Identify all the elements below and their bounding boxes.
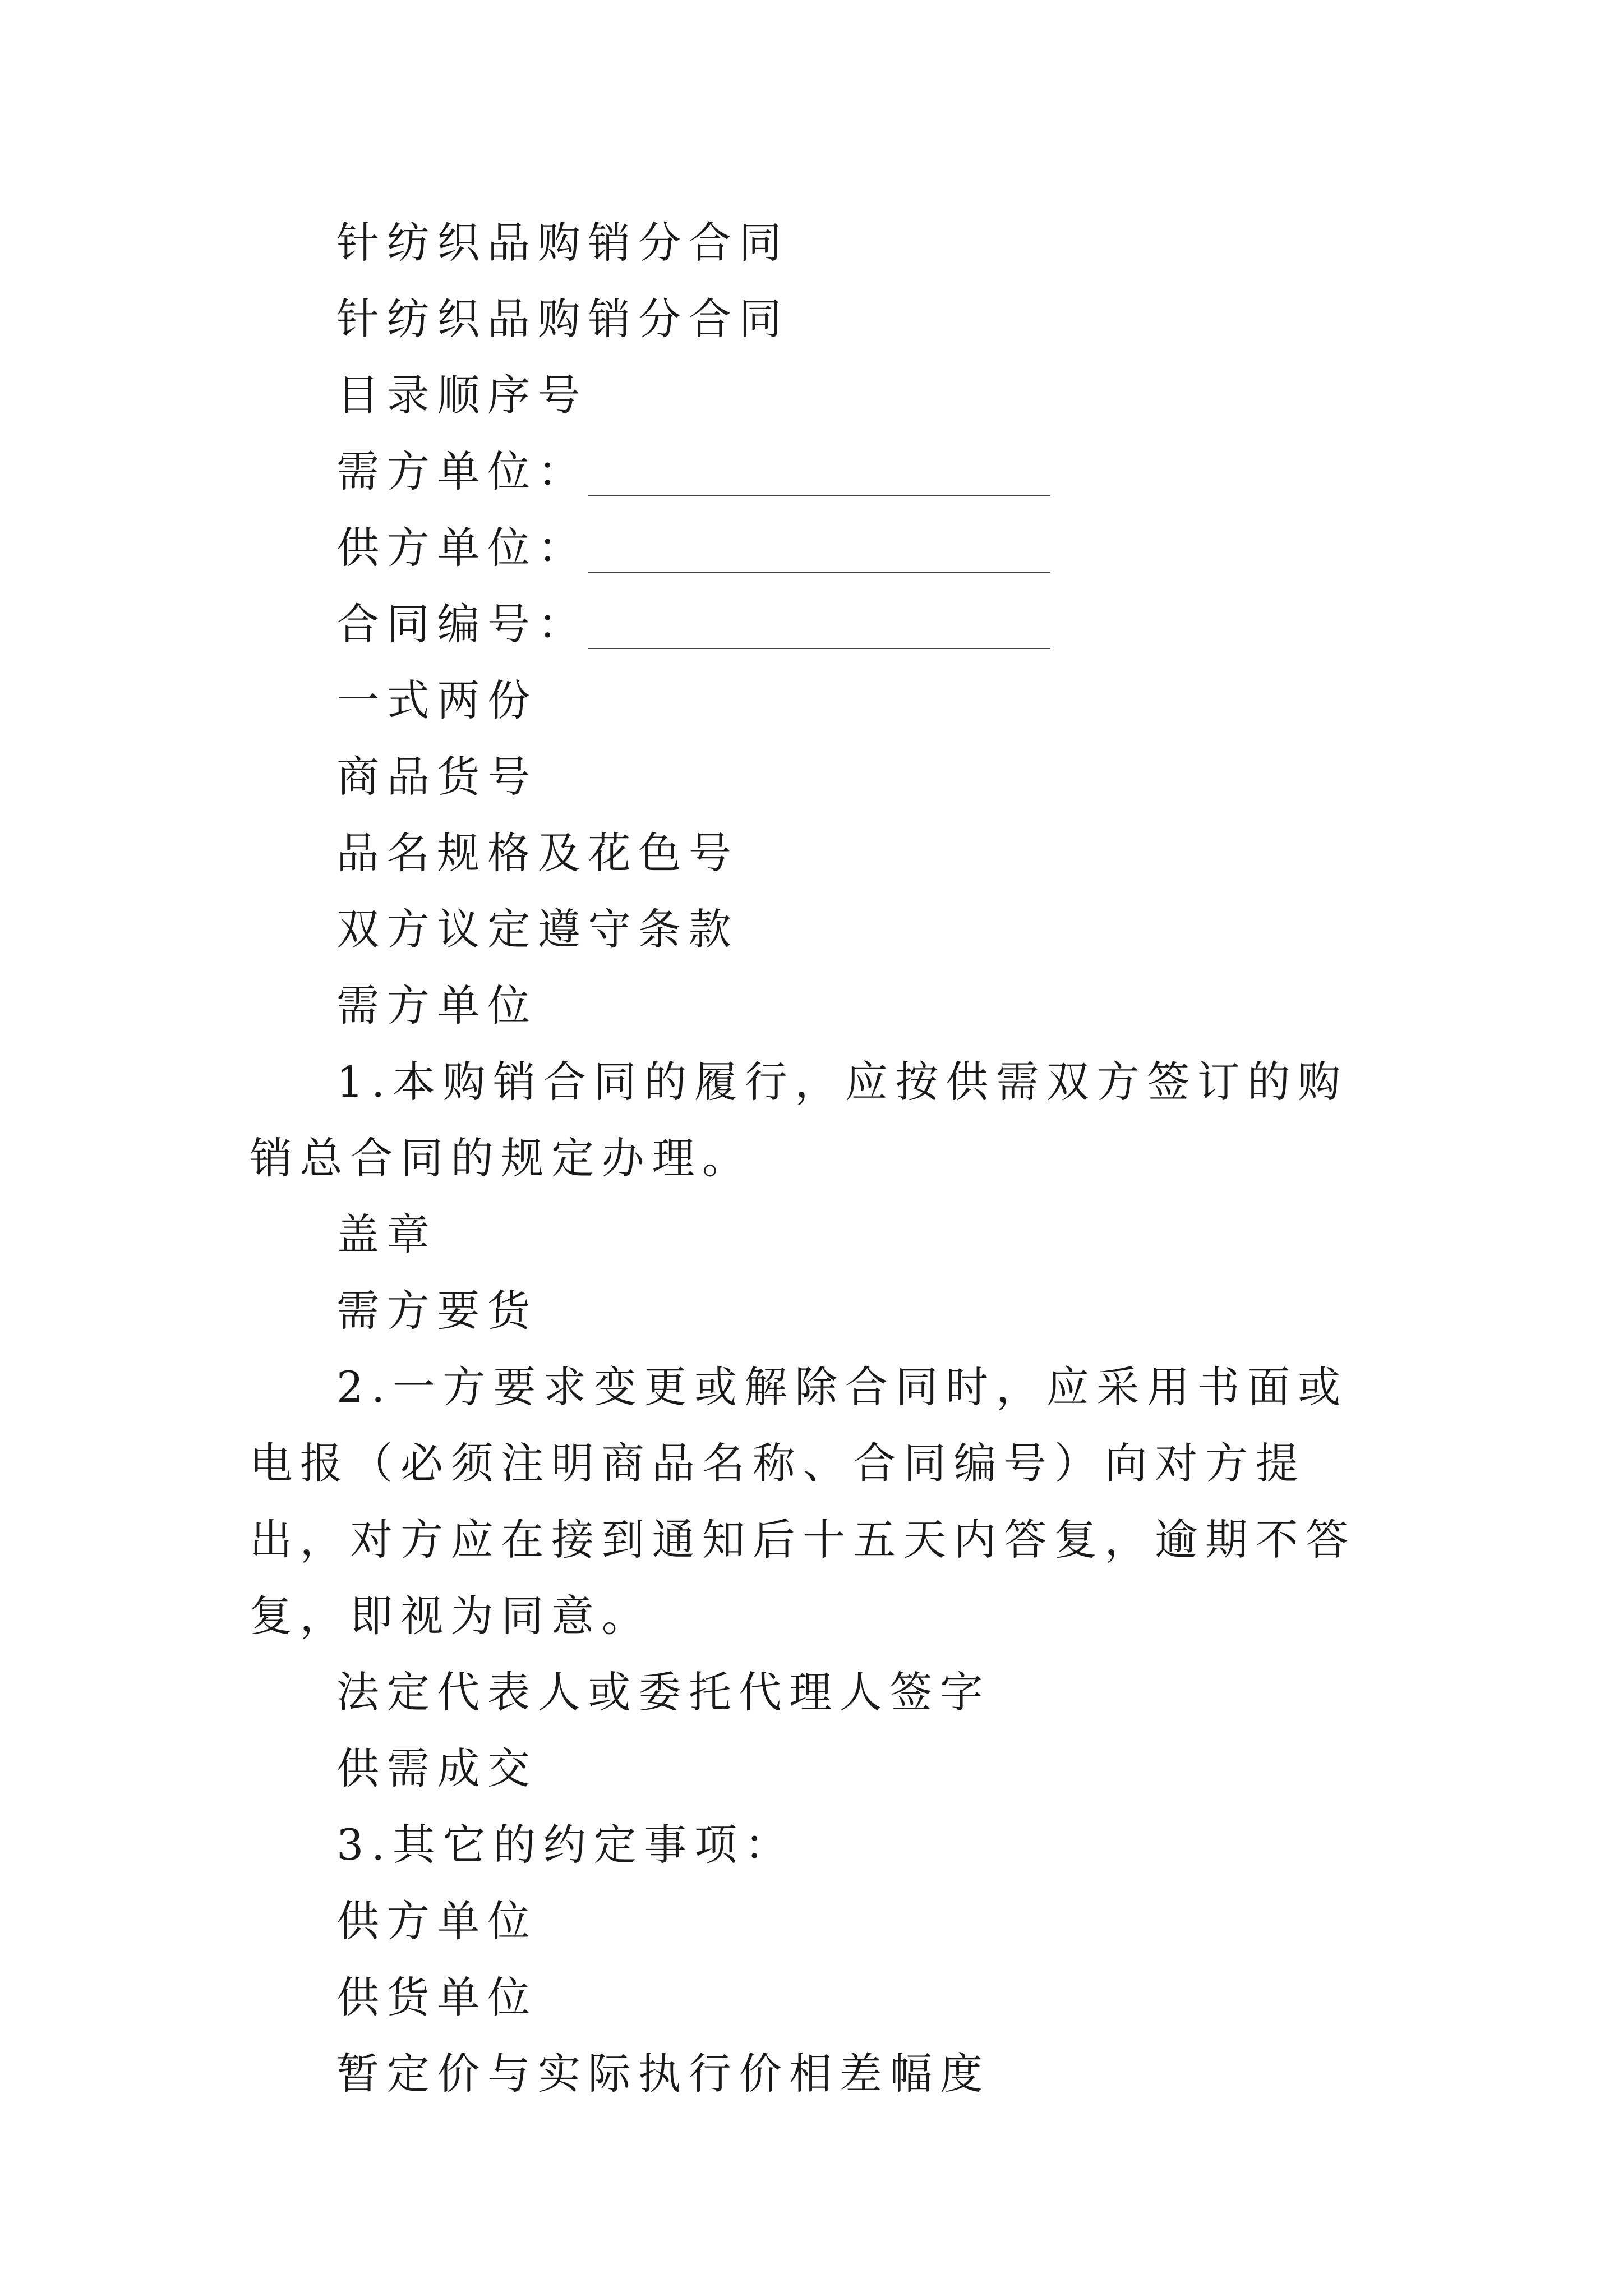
contract-number-label: 合同编号： [336,599,588,649]
buyer-unit-label: 需方单位 [336,981,538,1030]
item-number-label: 商品货号 [336,752,538,802]
clause-3: 3.其它的约定事项： [336,1820,795,1870]
terms-heading: 双方议定遵守条款 [336,904,739,954]
buyer-blank-line[interactable] [588,495,1050,496]
seller-blank-line[interactable] [588,572,1050,573]
catalog-number-label: 目录顺序号 [336,370,588,420]
buyer-label: 需方单位： [336,447,588,496]
document-title: 针纺织品购销分合同 [336,218,790,268]
clause-1: 1.本购销合同的履行，应按供需双方签订的购销总合同的规定办理。 [250,1057,1348,1183]
contract-number-field [250,586,1371,662]
buyer-field [250,434,1371,510]
seller-label: 供方单位： [336,523,588,573]
copies-note: 一式两份 [336,675,538,725]
spec-label: 品名规格及花色号 [336,828,739,878]
deal-label: 供需成交 [336,1743,538,1793]
seal-label: 盖章 [336,1209,437,1259]
signature-label: 法定代表人或委托代理人签字 [336,1667,990,1717]
seller-unit-label: 供方单位 [336,1896,538,1946]
seller-field [250,510,1371,586]
supplier-unit-label: 供货单位 [336,1972,538,2022]
contract-number-blank-line[interactable] [588,648,1050,649]
document-subtitle: 针纺织品购销分合同 [336,294,790,344]
price-difference-label: 暂定价与实际执行价相差幅度 [336,2049,990,2099]
document-body [250,205,1371,2112]
buyer-request-label: 需方要货 [336,1286,538,1336]
clause-2: 2.一方要求变更或解除合同时，应采用书面或电报（必须注明商品名称、合同编号）向对方提出，对方应在接到通知后十五天内答复，逾期不答复，即视为同意。 [250,1362,1356,1641]
